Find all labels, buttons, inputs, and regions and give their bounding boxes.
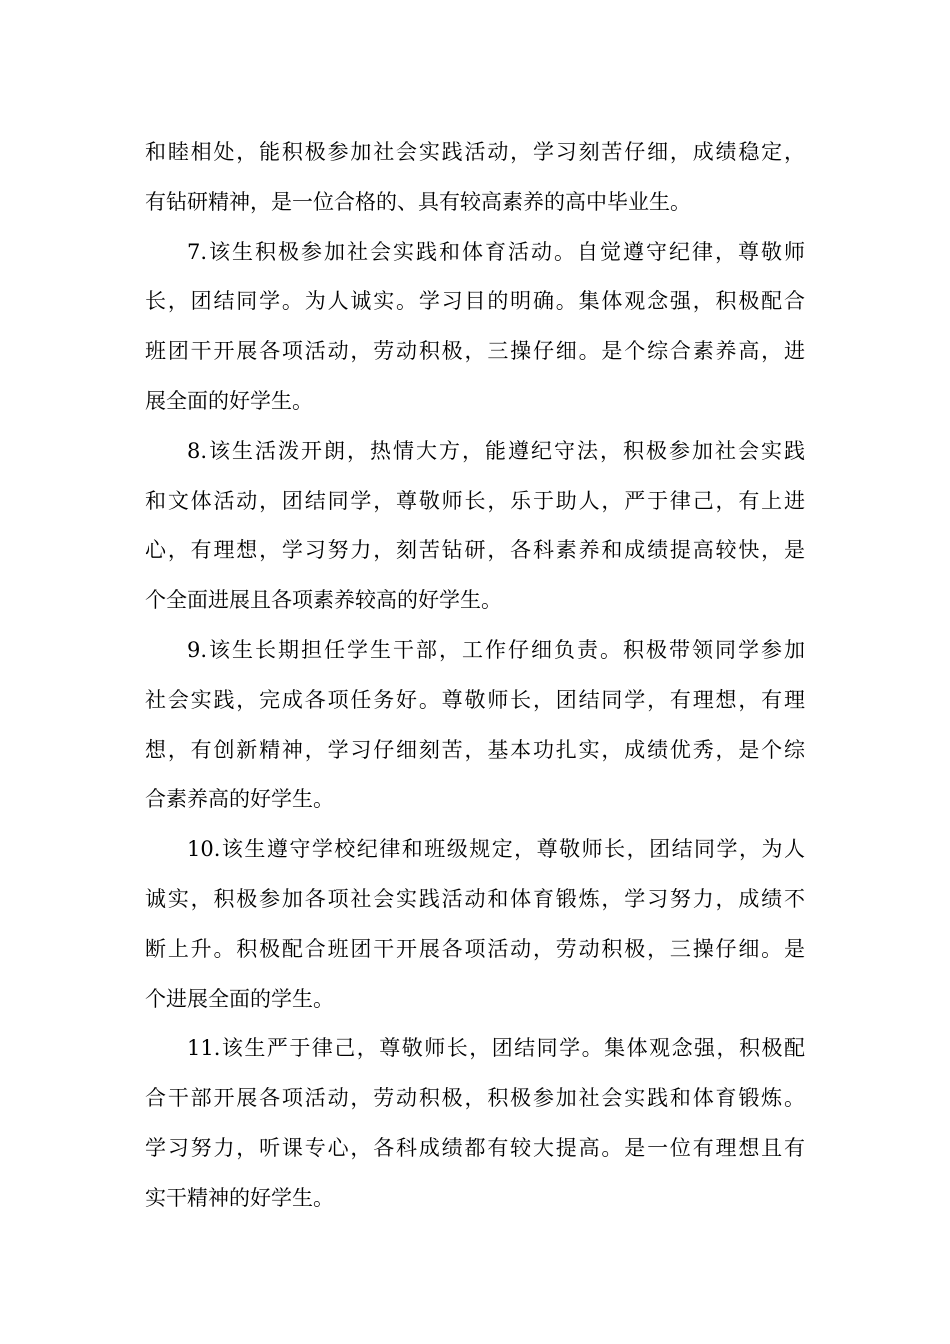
text-line: 8.该生活泼开朗，热情大方，能遵纪守法，积极参加社会实践 [187, 438, 805, 463]
paragraph-item-8 [145, 427, 805, 626]
text-line: 展全面的好学生。 [145, 388, 313, 413]
text-line: 有钻研精神，是一位合格的、具有较高素养的高中毕业生。 [145, 189, 691, 214]
paragraph-continued [145, 128, 805, 228]
text-line: 学习努力，听课专心，各科成绩都有较大提高。是一位有理想且有 [145, 1135, 805, 1160]
text-line: 实干精神的好学生。 [145, 1185, 334, 1210]
paragraph-item-10 [145, 825, 805, 1024]
text-line: 10.该生遵守学校纪律和班级规定，尊敬师长，团结同学，为人 [187, 837, 805, 862]
text-line: 合素养高的好学生。 [145, 787, 334, 812]
text-line: 断上升。积极配合班团干开展各项活动，劳动积极，三操仔细。是 [145, 936, 805, 961]
text-line: 个进展全面的学生。 [145, 986, 334, 1011]
text-line: 个全面进展且各项素养较高的好学生。 [145, 588, 502, 613]
text-line: 心，有理想，学习努力，刻苦钻研，各科素养和成绩提高较快，是 [145, 538, 805, 563]
text-line: 想，有创新精神，学习仔细刻苦，基本功扎实，成绩优秀，是个综 [145, 737, 805, 762]
text-line: 社会实践，完成各项任务好。尊敬师长，团结同学，有理想，有理 [145, 687, 805, 712]
text-line: 11.该生严于律己，尊敬师长，团结同学。集体观念强，积极配 [187, 1036, 805, 1061]
text-line: 7.该生积极参加社会实践和体育活动。自觉遵守纪律，尊敬师 [187, 239, 805, 264]
text-line: 和睦相处，能积极参加社会实践活动，学习刻苦仔细，成绩稳定， [145, 140, 805, 164]
text-line: 9.该生长期担任学生干部，工作仔细负责。积极带领同学参加 [187, 637, 805, 662]
text-line: 长，团结同学。为人诚实。学习目的明确。集体观念强，积极配合 [145, 289, 805, 314]
paragraph-item-7 [145, 228, 805, 427]
text-line: 班团干开展各项活动，劳动积极，三操仔细。是个综合素养高，进 [145, 339, 805, 364]
text-line: 和文体活动，团结同学，尊敬师长，乐于助人，严于律己，有上进 [145, 488, 805, 513]
document-body [145, 128, 805, 1224]
paragraph-item-9 [145, 626, 805, 825]
text-line: 诚实，积极参加各项社会实践活动和体育锻炼，学习努力，成绩不 [145, 886, 805, 911]
paragraph-item-11 [145, 1024, 805, 1223]
text-line: 合干部开展各项活动，劳动积极，积极参加社会实践和体育锻炼。 [145, 1086, 805, 1111]
